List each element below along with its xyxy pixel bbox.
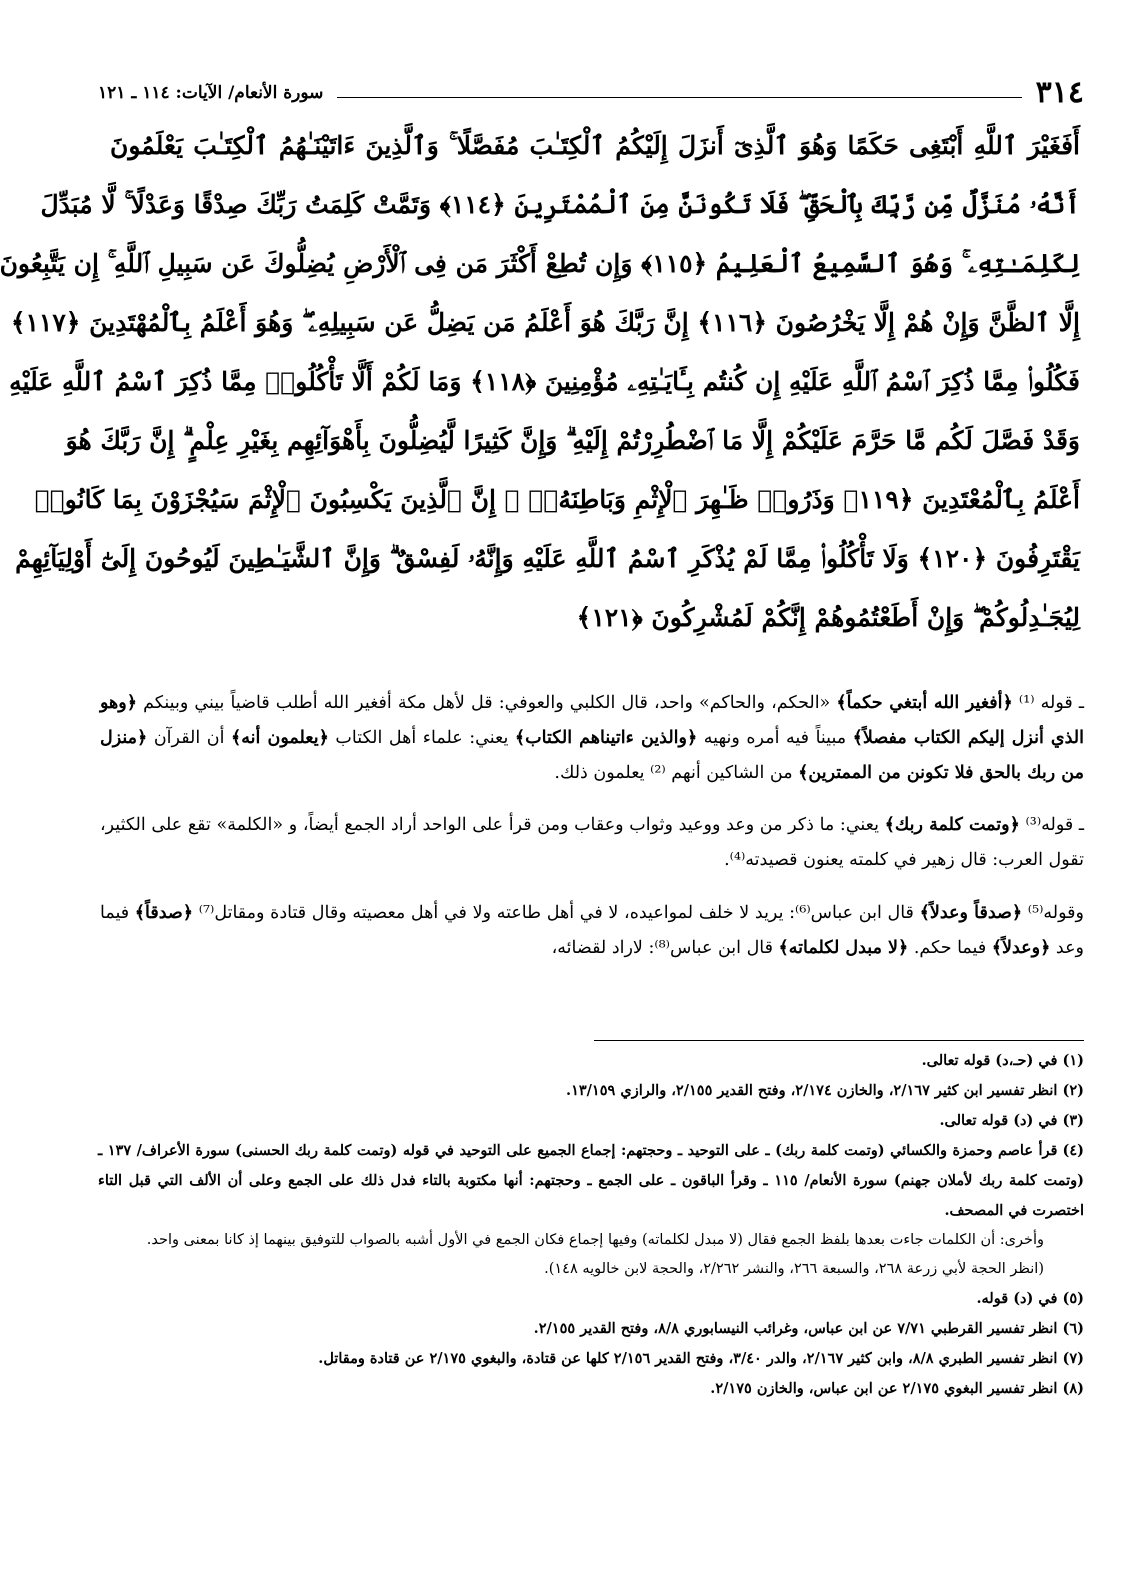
- commentary-paragraph-3: [100, 896, 1084, 966]
- footnote-text: انظر تفسير البغوي ٢/١٧٥ عن ابن عباس، والخازن ٢/١٧٥.: [710, 1380, 1058, 1397]
- text-run: مبيناً فيه أمره ونهيه: [697, 727, 853, 748]
- footnote: [98, 1136, 1084, 1226]
- quran-line: لِكَلِمَـٰتِهِۦ ۚ وَهُوَ ٱلسَّمِيعُ ٱلْعَلِيمُ ﴿١١٥﴾ وَإِن تُطِعْ أَكْثَرَ مَن فِى ٱلْأَرْضِ يُضِلُّوكَ عَن سَبِيلِ ٱللَّهِ ۚ إِن يَتَّبِعُونَ: [0, 249, 1080, 278]
- text-run: فيما وعد: [100, 902, 1084, 958]
- footnote: [98, 1226, 1084, 1255]
- footnote-number: (١): [1062, 1052, 1084, 1069]
- text-run: من الشاكين أنهم ⁽²⁾ يعلمون ذلك.: [554, 762, 799, 783]
- quran-quote: ﴿أفغير الله أبتغي حكماً﴾: [836, 692, 1013, 713]
- quran-quote: ﴿وتمت كلمة ربك﴾: [884, 815, 1020, 835]
- footnote-number: (٥): [1062, 1290, 1084, 1307]
- quran-line: يَقْتَرِفُونَ ﴿١٢٠﴾ وَلَا تَأْكُلُوا۟ مِمَّا لَمْ يُذْكَرِ ٱسْمُ ٱللَّهِ عَلَيْهِ وَإِنَّهُۥ لَفِسْقٌ ۗ وَإِنَّ ٱلشَّيَـٰطِينَ لَيُوحُونَ إِلَىٰٓ أَوْلِيَآئِهِمْ: [15, 544, 1080, 573]
- quran-line: لِيُجَـٰدِلُوكُمْ ۖ وَإِنْ أَطَعْتُمُوهُمْ إِنَّكُمْ لَمُشْرِكُونَ ﴿١٢١﴾: [576, 603, 1080, 632]
- footnotes: [98, 1046, 1084, 1404]
- footnote: [98, 1076, 1084, 1106]
- footnote: [98, 1046, 1084, 1076]
- page-number: ٣١٤: [1035, 75, 1084, 110]
- running-title: سورة الأنعام/ الآيات: ١١٤ ـ ١٢١: [98, 83, 324, 103]
- quran-quote: ﴿لا مبدل لكلماته﴾: [778, 937, 909, 958]
- quran-line: إِلَّا ٱلظَّنَّ وَإِنْ هُمْ إِلَّا يَخْرُصُونَ ﴿١١٦﴾ إِنَّ رَبَّكَ هُوَ أَعْلَمُ مَن يَضِلُّ عَن سَبِيلِهِۦ ۖ وَهُوَ أَعْلَمُ بِٱلْمُهْتَدِينَ ﴿١١٧﴾: [10, 308, 1080, 337]
- footnote-text: (انظر الحجة لأبي زرعة ٢٦٨، والسبعة ٢٦٦، والنشر ٢/٢٦٢، والحجة لابن خالويه ١٤٨).: [544, 1261, 1044, 1277]
- footnote-number: (٣): [1062, 1112, 1084, 1129]
- quran-quote: ﴿صدقاً وعدلاً﴾: [919, 902, 1023, 923]
- quran-verses: [0, 116, 1080, 647]
- commentary-paragraph-2: [100, 808, 1084, 878]
- footnote-number: (٤): [1062, 1142, 1084, 1159]
- footnote: [98, 1314, 1084, 1344]
- text-run: يعني: ما ذكر من وعد ووعيد وثواب وعقاب ومن قرأ على الواحد أراد الجمع أيضاً، و «الكلمة» تقع على الكثير، تقول العرب: قال زهير في كلمته يعنون قصيدته⁽⁴⁾.: [100, 815, 1084, 870]
- text-run: وقوله⁽⁵⁾: [1022, 902, 1084, 923]
- text-run: «الحكم، والحاكم» واحد، قال الكلبي والعوفي: قل لأهل مكة أفغير الله أطلب قاضياً بيني وبينكم: [136, 692, 837, 713]
- footnote-separator: [594, 1040, 1084, 1041]
- text-run: قال ابن عباس⁽⁶⁾: يريد لا خلف لمواعيده، لا في أهل طاعته ولا في أهل معصيته وقال قتادة ومقاتل⁽⁷⁾: [193, 902, 920, 923]
- text-run: ـ قوله⁽³⁾: [1019, 815, 1085, 835]
- quran-line: أَفَغَيْرَ ٱللَّهِ أَبْتَغِى حَكَمًا وَهُوَ ٱلَّذِىٓ أَنزَلَ إِلَيْكُمُ ٱلْكِتَـٰبَ مُفَصَّلًا ۚ وَٱلَّذِينَ ءَاتَيْنَـٰهُمُ ٱلْكِتَـٰبَ يَعْلَمُونَ: [110, 131, 1080, 160]
- quran-line: أَنَّهُۥ مُنَزَّلٌ مِّن رَّبِّكَ بِٱلْحَقِّ ۖ فَلَا تَكُونَنَّ مِنَ ٱلْمُمْتَرِينَ ﴿١١٤﴾ وَتَمَّتْ كَلِمَتُ رَبِّكَ صِدْقًا وَعَدْلًا ۚ لَّا مُبَدِّلَ: [40, 190, 1080, 219]
- footnote-text: وأخرى: أن الكلمات جاءت بعدها بلفظ الجمع فقال (لا مبدل لكلماته) وفيها إجماع فكان الجمع في الأول أشبه بالصواب للتوفيق بينهما إذ كانا بمعنى واحد.: [146, 1232, 1044, 1248]
- footnote-number: (٦): [1062, 1320, 1084, 1337]
- text-run: فيما حكم.: [908, 937, 992, 958]
- footnote-number: (٧): [1062, 1350, 1084, 1367]
- quran-line: فَكُلُوا۟ مِمَّا ذُكِرَ ٱسْمُ ٱللَّهِ عَلَيْهِ إِن كُنتُم بِـَٔايَـٰتِهِۦ مُؤْمِنِينَ ﴿١١٨﴾ وَمَا لَكُمْ أَلَّا تَأْكُلُوا۟ مِمَّا ذُكِرَ ٱسْمُ ٱللَّهِ عَلَيْهِ: [9, 367, 1080, 396]
- footnote: [98, 1255, 1084, 1284]
- header-rule: [337, 97, 1021, 98]
- quran-line: أَعْلَمُ بِٱلْمُعْتَدِينَ ﴿١١٩﴾ وَذَرُوا۟ ظَـٰهِرَ ٱلْإِثْمِ وَبَاطِنَهُۥٓ ۚ إِنَّ ٱلَّذِينَ يَكْسِبُونَ ٱلْإِثْمَ سَيُجْزَوْنَ بِمَا كَانُوا۟: [34, 485, 1080, 514]
- quran-quote: ﴿صدقاً﴾: [134, 902, 194, 923]
- footnote: [98, 1106, 1084, 1136]
- quran-quote: ﴿وهو الذي أنزل إليكم الكتاب مفصلاً﴾: [100, 692, 1084, 748]
- footnote-text: في (د) قوله.: [976, 1290, 1058, 1307]
- footnote: [98, 1374, 1084, 1404]
- text-run: يعني: علماء أهل الكتاب: [328, 727, 515, 748]
- footnote-text: في (حـ،د) قوله تعالى.: [921, 1052, 1058, 1069]
- page-header: [98, 76, 1084, 110]
- text-run: قال ابن عباس⁽⁸⁾: لاراد لقضائه،: [551, 937, 779, 958]
- text-run: أن القرآن: [147, 727, 232, 748]
- quran-line: وَقَدْ فَصَّلَ لَكُم مَّا حَرَّمَ عَلَيْكُمْ إِلَّا مَا ٱضْطُرِرْتُمْ إِلَيْهِ ۗ وَإِنَّ كَثِيرًا لَّيُضِلُّونَ بِأَهْوَآئِهِم بِغَيْرِ عِلْمٍ ۗ إِنَّ رَبَّكَ هُوَ: [65, 426, 1080, 455]
- footnote-text: في (د) قوله تعالى.: [939, 1112, 1058, 1129]
- footnote: [98, 1284, 1084, 1314]
- footnote-text: انظر تفسير الطبري ٨/٨، وابن كثير ٢/١٦٧، والدر ٣/٤٠، وفتح القدير ٢/١٥٦ كلها عن قتادة، والبغوي ٢/١٧٥ عن قتادة ومقاتل.: [318, 1350, 1058, 1367]
- quran-quote: ﴿والذين ءاتيناهم الكتاب﴾: [514, 727, 698, 748]
- commentary-paragraph-1: [100, 686, 1084, 791]
- text-run: ـ قوله: [1040, 692, 1084, 713]
- quran-quote: ﴿يعلمون أنه﴾: [231, 727, 329, 748]
- quran-quote: ﴿منزل من ربك بالحق فلا تكونن من الممترين﴾: [100, 727, 1084, 783]
- footnote-text: انظر تفسير ابن كثير ٢/١٦٧، والخازن ٢/١٧٤، وفتح القدير ٢/١٥٥، والرازي ١٣/١٥٩.: [566, 1082, 1058, 1099]
- quran-quote: ﴿وعدلاً﴾: [991, 937, 1051, 958]
- footnote-text: قرأ عاصم وحمزة والكسائي (وتمت كلمة ربك) ـ على التوحيد ـ وحجتهم: إجماع الجميع على التوحيد في قوله (وتمت كلمة ربك الحسنى) سورة الأعراف/ ١٣٧ ـ (وتمت كلمة ربك لأملان جهنم) سورة الأنعام/ ١١٥ ـ وقرأ الباقون ـ على الجمع ـ وحجتهم: أنها مكتوبة بالتاء فدل ذلك على الجمع وعلى أن الألف التي قبل التاء اختصرت في المصحف.: [98, 1142, 1084, 1219]
- footnote: [98, 1344, 1084, 1374]
- footnote-text: انظر تفسير القرطبي ٧/٧١ عن ابن عباس، وغرائب النيسابوري ٨/٨، وفتح القدير ٢/١٥٥.: [533, 1320, 1058, 1337]
- commentary: [100, 668, 1084, 976]
- footnote-marker: ⁽¹⁾: [1012, 692, 1041, 713]
- footnote-number: (٨): [1062, 1380, 1084, 1397]
- footnote-number: (٢): [1062, 1082, 1084, 1099]
